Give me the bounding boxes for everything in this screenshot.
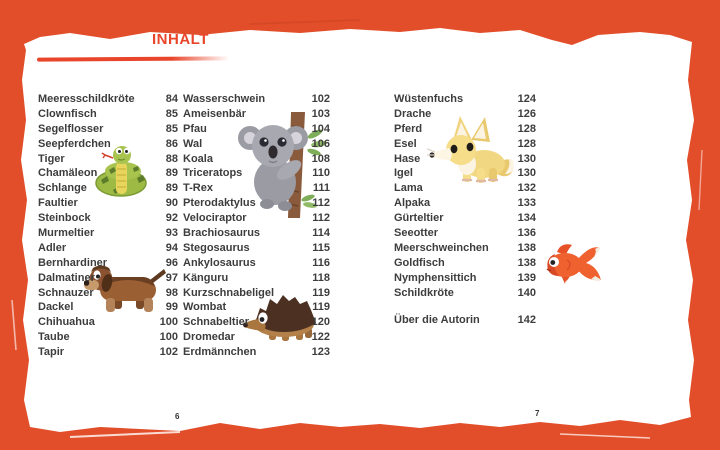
toc-entry-label: Wüstenfuchs [394, 93, 464, 105]
toc-entry [38, 92, 178, 107]
toc-column-right [394, 92, 536, 328]
toc-entry-label: Esel [394, 137, 417, 150]
toc-entry-page-number: 138 [517, 241, 536, 254]
toc-entry [394, 256, 536, 271]
toc-entry-label: Dackel [38, 301, 74, 314]
toc-entry-label: Chamäleon [38, 167, 98, 180]
toc-entry-page-number: 112 [312, 212, 330, 225]
toc-entry [183, 256, 330, 271]
toc-entry [183, 92, 330, 107]
toc-entry [183, 181, 330, 196]
toc-entry [394, 181, 536, 196]
toc-entry-label: Koala [183, 152, 213, 165]
toc-entry-page-number: 86 [165, 137, 178, 150]
toc-entry-page-number: 118 [312, 271, 330, 284]
toc-entry-page-number: 104 [311, 122, 330, 135]
toc-entry-label: Ankylosaurus [183, 256, 256, 269]
toc-entry [394, 226, 536, 241]
toc-entry [38, 315, 178, 330]
toc-entry [394, 107, 536, 122]
page-title: INHALT [152, 31, 209, 48]
toc-entry [38, 107, 178, 122]
toc-entry-label: Velociraptor [183, 212, 247, 225]
toc-entry [183, 271, 330, 286]
toc-entry [38, 122, 178, 137]
toc-entry [183, 122, 330, 137]
toc-entry-label: Faultier [38, 197, 78, 210]
toc-entry-label: Wombat [183, 301, 227, 314]
toc-entry-page-number: 88 [165, 152, 178, 165]
toc-entry-page-number: 132 [517, 182, 536, 195]
toc-entry-page-number: 124 [517, 93, 536, 105]
toc-entry-page-number: 115 [312, 241, 330, 254]
toc-entry-label: Wasserschwein [183, 93, 266, 105]
toc-entry [394, 122, 536, 137]
toc-entry-page-number: 128 [517, 137, 536, 150]
toc-entry [394, 313, 536, 328]
toc-entry-page-number: 122 [311, 331, 330, 344]
toc-entry-page-number: 136 [517, 227, 536, 240]
toc-entry [183, 152, 330, 167]
toc-entry-page-number: 92 [165, 212, 178, 225]
toc-entry [394, 286, 536, 301]
toc-entry-label: Brachiosaurus [183, 227, 261, 240]
toc-entry-page-number: 126 [517, 107, 536, 120]
toc-entry [183, 137, 330, 152]
toc-column-left [38, 92, 178, 360]
toc-entry-label: Schlange [38, 182, 87, 195]
toc-entry-label: Taube [38, 331, 70, 344]
toc-entry-page-number: 123 [311, 346, 330, 359]
toc-entry-page-number: 90 [165, 197, 178, 210]
toc-entry [38, 345, 178, 360]
toc-entry [38, 286, 178, 301]
toc-entry [183, 315, 330, 330]
toc-entry-label: Schildkröte [394, 286, 454, 299]
toc-entry-label: Triceratops [183, 167, 243, 180]
toc-entry-page-number: 99 [165, 301, 178, 314]
toc-entry [38, 256, 178, 271]
toc-column-middle [183, 92, 330, 360]
toc-entry-label: Segelflosser [38, 122, 104, 135]
toc-entry-page-number: 138 [517, 256, 536, 269]
toc-entry-label: Seepferdchen [38, 137, 111, 150]
toc-entry-label: Lama [394, 182, 423, 195]
title-underline-brushstroke [37, 56, 229, 61]
toc-entry-page-number: 112 [312, 197, 330, 210]
toc-entry [38, 166, 178, 181]
toc-entry-page-number: 84 [165, 93, 178, 105]
toc-entry [38, 300, 178, 315]
toc-entry-label: T-Rex [183, 182, 213, 195]
toc-entry-label: Über die Autorin [394, 314, 480, 327]
toc-entry-page-number: 130 [517, 167, 536, 180]
toc-entry [394, 241, 536, 256]
toc-entry [183, 166, 330, 181]
toc-entry-page-number: 96 [165, 256, 178, 269]
toc-entry-label: Igel [394, 167, 413, 180]
right-page-number: 7 [535, 409, 540, 418]
toc-entry-page-number: 139 [517, 271, 536, 284]
toc-entry-label: Pferd [394, 122, 423, 135]
toc-entry [38, 152, 178, 167]
toc-entry-page-number: 134 [517, 212, 536, 225]
toc-entry-page-number: 97 [165, 271, 178, 284]
toc-entry [183, 107, 330, 122]
toc-entry [394, 211, 536, 226]
toc-entry-label: Gürteltier [394, 212, 444, 225]
toc-entry-label: Goldfisch [394, 256, 445, 269]
toc-entry-page-number: 128 [517, 122, 536, 135]
toc-entry-page-number: 89 [165, 182, 178, 195]
toc-entry-page-number: 119 [312, 286, 330, 299]
toc-entry [38, 196, 178, 211]
toc-entry-label: Schnabeltier [183, 316, 250, 329]
toc-entry [38, 271, 178, 286]
toc-entry [183, 196, 330, 211]
toc-entry-page-number: 100 [159, 331, 178, 344]
toc-entry-page-number: 142 [517, 314, 536, 327]
toc-entry-page-number: 133 [517, 197, 536, 210]
toc-entry [38, 330, 178, 345]
toc-entry-label: Wal [183, 137, 203, 150]
toc-entry-label: Hase [394, 152, 421, 165]
toc-entry-page-number: 119 [312, 301, 330, 314]
toc-entry [38, 137, 178, 152]
toc-entry [394, 137, 536, 152]
toc-entry [183, 330, 330, 345]
toc-entry [38, 241, 178, 256]
toc-entry-label: Kurzschnabeligel [183, 286, 275, 299]
toc-entry-label: Erdmännchen [183, 346, 257, 359]
toc-entry-label: Chihuahua [38, 316, 95, 329]
toc-entry-label: Adler [38, 241, 67, 254]
toc-entry-label: Bernhardiner [38, 256, 108, 269]
toc-entry [394, 92, 536, 107]
toc-entry [394, 196, 536, 211]
toc-entry-page-number: 85 [165, 122, 178, 135]
toc-entry-label: Tiger [38, 152, 65, 165]
toc-entry-page-number: 93 [165, 227, 178, 240]
toc-entry-page-number: 110 [312, 167, 330, 180]
toc-entry [38, 211, 178, 226]
toc-entry-page-number: 102 [311, 93, 330, 105]
toc-entry-page-number: 98 [165, 286, 178, 299]
toc-entry-page-number: 103 [311, 107, 330, 120]
toc-entry [183, 300, 330, 315]
toc-entry-page-number: 108 [311, 152, 330, 165]
toc-entry-label: Pfau [183, 122, 207, 135]
toc-entry-page-number: 106 [311, 137, 330, 150]
left-page-number: 6 [175, 412, 180, 421]
toc-entry-label: Dalmatiner [38, 271, 95, 284]
toc-entry [394, 166, 536, 181]
toc-entry-label: Drache [394, 107, 432, 120]
toc-entry-page-number: 94 [165, 241, 178, 254]
toc-entry [183, 286, 330, 301]
toc-entry-label: Känguru [183, 271, 229, 284]
toc-entry [183, 226, 330, 241]
toc-entry-page-number: 111 [312, 182, 330, 195]
toc-entry [183, 345, 330, 360]
toc-entry-label: Meeresschildkröte [38, 93, 135, 105]
toc-entry-page-number: 102 [159, 346, 178, 359]
toc-entry [38, 226, 178, 241]
toc-entry-page-number: 114 [312, 227, 330, 240]
toc-entry-page-number: 120 [311, 316, 330, 329]
toc-entry-label: Schnauzer [38, 286, 94, 299]
toc-entry [394, 271, 536, 286]
toc-entry-label: Steinbock [38, 212, 91, 225]
toc-entry-label: Meerschweinchen [394, 241, 489, 254]
toc-entry-page-number: 100 [159, 316, 178, 329]
toc-entry-label: Clownfisch [38, 107, 97, 120]
toc-entry-page-number: 85 [165, 107, 178, 120]
toc-entry-page-number: 130 [517, 152, 536, 165]
toc-entry [183, 241, 330, 256]
toc-entry-label: Seeotter [394, 227, 439, 240]
toc-entry-label: Pterodaktylus [183, 197, 256, 210]
toc-entry-label: Nymphensittich [394, 271, 477, 284]
toc-entry-page-number: 116 [312, 256, 330, 269]
toc-entry-label: Alpaka [394, 197, 431, 210]
toc-entry [38, 181, 178, 196]
toc-entry-label: Murmeltier [38, 227, 95, 240]
toc-entry [394, 152, 536, 167]
toc-entry-label: Tapir [38, 346, 65, 359]
toc-entry-label: Stegosaurus [183, 241, 250, 254]
toc-entry-label: Ameisenbär [183, 107, 246, 120]
toc-entry-page-number: 89 [165, 167, 178, 180]
toc-entry-label: Dromedar [183, 331, 235, 344]
toc-entry-page-number: 140 [517, 286, 536, 299]
toc-entry [183, 211, 330, 226]
